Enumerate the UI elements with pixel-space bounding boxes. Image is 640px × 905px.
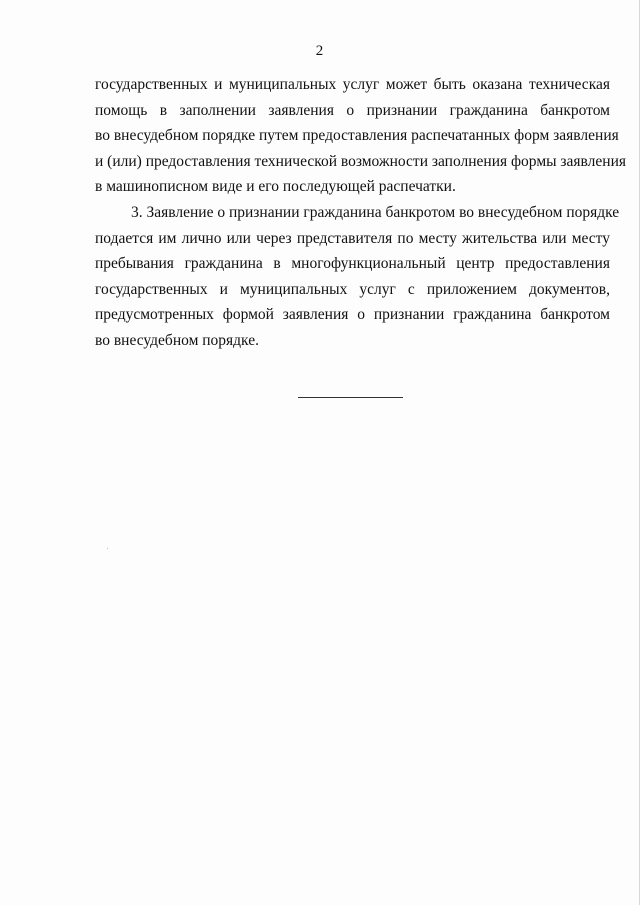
paragraph-1-line: в машинописном виде и его последующей распечатки.: [95, 178, 456, 195]
paragraph-2-line: предусмотренных формой заявления о признании гражданина банкротом: [95, 306, 610, 323]
paragraph-1-line: во внесудебном порядке путем предоставления распечатанных форм заявления: [95, 127, 619, 144]
paragraph-2-line: государственных и муниципальных услуг с приложением документов,: [95, 281, 610, 298]
paragraph-1-line: государственных и муниципальных услуг может быть оказана техническая: [95, 76, 610, 93]
paragraph-2-line: 3. Заявление о признании гражданина банкротом во внесудебном порядке: [131, 204, 620, 221]
end-separator-line: [298, 397, 403, 398]
page-number: 2: [315, 43, 324, 59]
paragraph-2-line: подается им лично или через представителя по месту жительства или месту: [95, 230, 610, 247]
paragraph-2-line: во внесудебном порядке.: [95, 332, 259, 349]
paragraph-1-line: помощь в заполнении заявления о признании гражданина банкротом: [95, 102, 610, 119]
paragraph-1-line: и (или) предоставления технической возможности заполнения формы заявления: [95, 153, 627, 170]
scan-speck: [107, 548, 108, 549]
paragraph-2-line: пребывания гражданина в многофункциональный центр предоставления: [95, 255, 610, 272]
